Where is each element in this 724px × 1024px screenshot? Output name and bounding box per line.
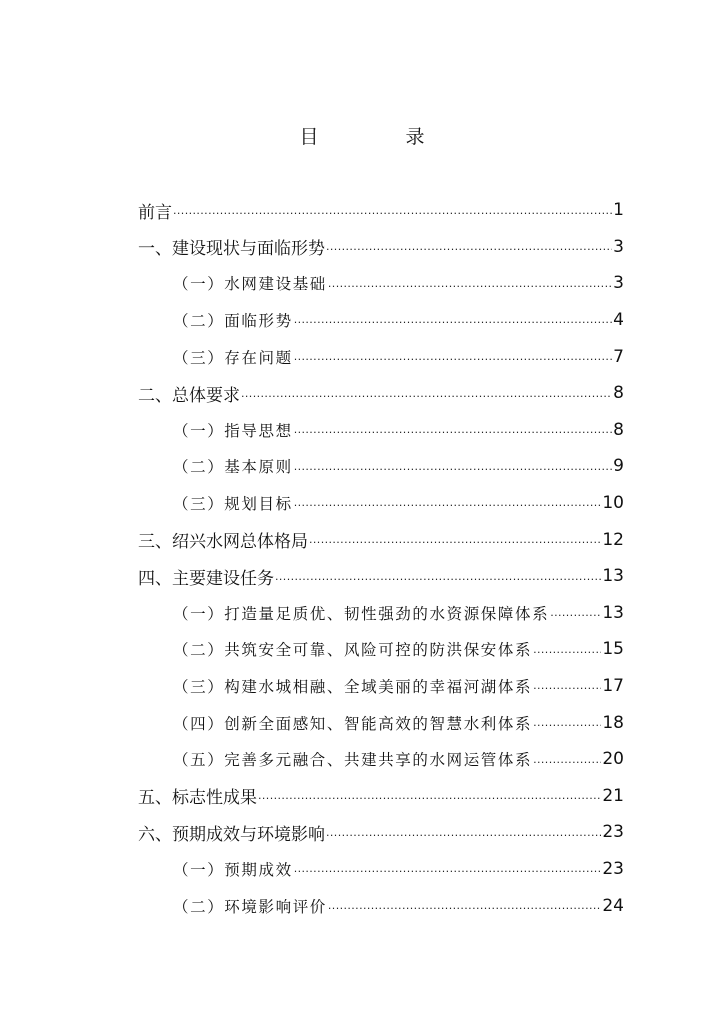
- toc-entry[interactable]: [138, 448, 624, 485]
- dot-leader: [258, 789, 601, 803]
- dot-leader: [328, 277, 612, 291]
- toc-entry[interactable]: [138, 887, 624, 924]
- toc-entry-label: 五、标志性成果: [138, 788, 257, 809]
- toc-page-number: 21: [602, 785, 624, 806]
- toc-page-number: 13: [602, 602, 624, 623]
- toc-entry-label: （一）打造量足质优、韧性强劲的水资源保障体系: [173, 604, 550, 623]
- dot-leader: [173, 204, 612, 218]
- toc-entry-label: （一）预期成效: [173, 860, 293, 879]
- toc-page-number: 4: [613, 310, 624, 331]
- toc-entry-label: （二）环境影响评价: [173, 897, 327, 916]
- toc-entry-label: 三、绍兴水网总体格局: [138, 532, 308, 553]
- toc-entry-label: （二）基本原则: [173, 458, 293, 477]
- toc-title: 目 录: [299, 126, 459, 148]
- toc-page-number: 12: [602, 529, 624, 550]
- toc-page-number: 17: [602, 676, 624, 697]
- toc-page-number: 3: [613, 273, 624, 294]
- dot-leader: [241, 387, 612, 401]
- dot-leader: [294, 423, 612, 437]
- toc-entry[interactable]: [138, 338, 624, 375]
- toc-entry[interactable]: [138, 229, 624, 266]
- toc-entry[interactable]: [138, 521, 624, 558]
- toc-entry[interactable]: [138, 375, 624, 412]
- dot-leader: [294, 460, 612, 474]
- toc-entry-label: （二）共筑安全可靠、风险可控的防洪保安体系: [173, 641, 533, 660]
- toc-page-number: 23: [602, 822, 624, 843]
- toc-entry-label: （二）面临形势: [173, 312, 293, 331]
- dot-leader: [533, 753, 601, 767]
- toc-entry-label: （四）创新全面感知、智能高效的智慧水利体系: [173, 714, 533, 733]
- dot-leader: [533, 643, 601, 657]
- toc-page-number: 18: [602, 712, 624, 733]
- toc-entry[interactable]: [138, 704, 624, 741]
- toc-entry-label: （一）水网建设基础: [173, 275, 327, 294]
- toc-entry-label: （五）完善多元融合、共建共享的水网运管体系: [173, 751, 533, 770]
- dot-leader: [326, 240, 612, 254]
- toc-entry-label: （三）构建水城相融、全域美丽的幸福河湖体系: [173, 678, 533, 697]
- dot-leader: [309, 533, 601, 547]
- toc-page-number: 8: [613, 383, 624, 404]
- toc-entry[interactable]: [138, 814, 624, 851]
- toc-entry-label: （三）规划目标: [173, 495, 293, 514]
- toc-entry[interactable]: [138, 558, 624, 595]
- toc-entry[interactable]: [138, 485, 624, 522]
- toc-entry-label: 前言: [138, 202, 172, 223]
- toc-entry-label: 四、主要建设任务: [138, 568, 274, 589]
- dot-leader: [294, 350, 612, 364]
- toc-entry[interactable]: [138, 265, 624, 302]
- toc-entry-label: （三）存在问题: [173, 348, 293, 367]
- dot-leader: [275, 570, 601, 584]
- toc-page-number: 10: [602, 493, 624, 514]
- toc-entry-label: （一）指导思想: [173, 421, 293, 440]
- toc-entry-label: 一、建设现状与面临形势: [138, 239, 325, 260]
- dot-leader: [326, 826, 601, 840]
- toc-entry[interactable]: [138, 631, 624, 668]
- toc-page-number: 3: [613, 236, 624, 257]
- toc-page-number: 23: [602, 858, 624, 879]
- toc-entry-label: 二、总体要求: [138, 385, 240, 406]
- dot-leader: [328, 899, 601, 913]
- toc-page-number: 13: [602, 566, 624, 587]
- dot-leader: [294, 862, 602, 876]
- table-of-contents: [138, 192, 624, 924]
- toc-entry[interactable]: [138, 595, 624, 632]
- toc-page-number: 9: [613, 456, 624, 477]
- toc-page-number: 8: [613, 419, 624, 440]
- dot-leader: [294, 496, 602, 510]
- toc-entry[interactable]: [138, 741, 624, 778]
- toc-entry[interactable]: [138, 668, 624, 705]
- dot-leader: [533, 716, 601, 730]
- toc-page-number: 20: [602, 749, 624, 770]
- dot-leader: [550, 606, 601, 620]
- toc-entry[interactable]: [138, 778, 624, 815]
- toc-page-number: 15: [602, 639, 624, 660]
- toc-entry[interactable]: [138, 192, 624, 229]
- toc-entry-label: 六、预期成效与环境影响: [138, 824, 325, 845]
- toc-entry[interactable]: [138, 412, 624, 449]
- dot-leader: [533, 679, 601, 693]
- dot-leader: [294, 313, 612, 327]
- toc-page-number: 24: [602, 895, 624, 916]
- toc-entry[interactable]: [138, 302, 624, 339]
- toc-page-number: 7: [613, 346, 624, 367]
- toc-entry[interactable]: [138, 851, 624, 888]
- toc-page-number: 1: [613, 200, 624, 221]
